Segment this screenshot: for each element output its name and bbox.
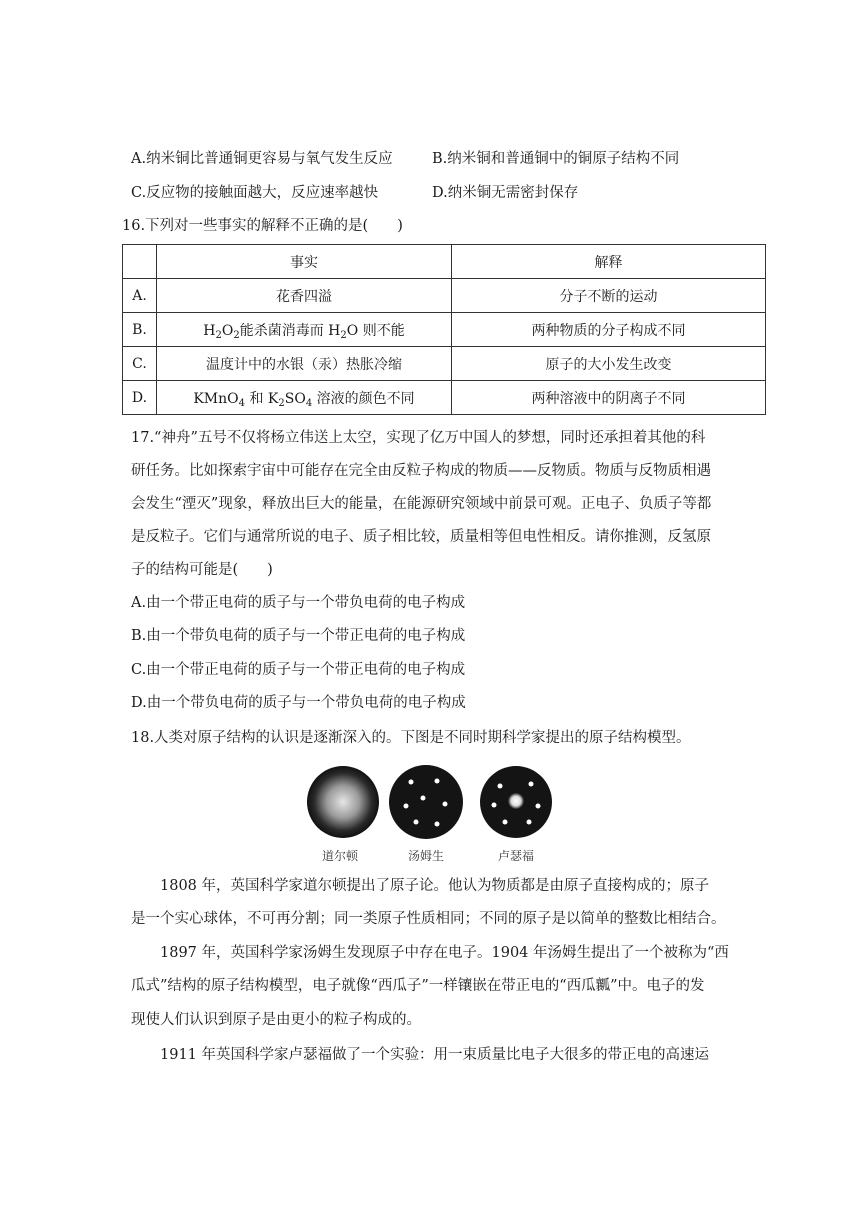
q17-option-d: D.由一个带负电荷的质子与一个带负电荷的电子构成 (131, 695, 466, 711)
row-fact: $H_2O_2$能杀菌消毒而 $H_2O$ 则不能 (157, 313, 452, 347)
q18-paragraph-line: 现使人们认识到原子是由更小的粒子构成的。 (131, 1012, 421, 1028)
row-explanation: 原子的大小发生改变 (452, 347, 766, 381)
table-row (123, 279, 766, 313)
row-fact: KMnO$_4$ 和 $K_2SO_4$ 溶液的颜色不同 (157, 381, 452, 415)
row-label: B. (123, 313, 157, 347)
q17-stem-line: 子的结构可能是( ) (131, 562, 273, 578)
row-label: D. (123, 381, 157, 415)
row-label: C. (123, 347, 157, 381)
dalton-model-icon (307, 766, 379, 838)
row-explanation: 两种物质的分子构成不同 (452, 313, 766, 347)
table-header-explanation: 解释 (452, 245, 766, 279)
q16-stem: 16.下列对一些事实的解释不正确的是( ) (122, 218, 403, 234)
table-row (123, 313, 766, 347)
rutherford-model-icon (480, 766, 552, 838)
q18-paragraph-line: 1911 年英国科学家卢瑟福做了一个实验：用一束质量比电子大很多的带正电的高速运 (131, 1047, 710, 1063)
table-row (123, 347, 766, 381)
q17-stem-line: 是反粒子。它们与通常所说的电子、质子相比较，质量相等但电性相反。请你推测，反氢原 (131, 529, 711, 545)
table-header-blank (123, 245, 157, 279)
caption-dalton: 道尔顿 (322, 849, 359, 863)
q18-paragraph-line: 1897 年，英国科学家汤姆生发现原子中存在电子。1904 年汤姆生提出了一个被称为“西 (131, 945, 729, 961)
q18-paragraph-line: 是一个实心球体，不可再分割；同一类原子性质相同；不同的原子是以简单的整数比相结合。 (131, 911, 726, 927)
facts-table (122, 244, 766, 415)
q18-paragraph-line: 1808 年，英国科学家道尔顿提出了原子论。他认为物质都是由原子直接构成的；原子 (131, 878, 710, 894)
q15-option-b: B.纳米铜和普通铜中的铜原子结构不同 (432, 151, 680, 167)
row-explanation: 两种溶液中的阴离子不同 (452, 381, 766, 415)
q15-option-d: D.纳米铜无需密封保存 (432, 185, 579, 201)
q18-stem: 18.人类对原子结构的认识是逐渐深入的。下图是不同时期科学家提出的原子结构模型。 (131, 730, 691, 746)
row-fact: 花香四溢 (157, 279, 452, 313)
q17-stem-line: 17.“神舟”五号不仅将杨立伟送上太空，实现了亿万中国人的梦想，同时还承担着其他的科 (131, 430, 706, 446)
table-row (123, 381, 766, 415)
q17-stem-line: 研任务。比如探索宇宙中可能存在完全由反粒子构成的物质——反物质。物质与反物质相遇 (131, 463, 711, 479)
q18-paragraph-line: 瓜式”结构的原子结构模型，电子就像“西瓜子”一样镶嵌在带正电的“西瓜瓤”中。电子的发 (131, 978, 705, 994)
caption-thomson: 汤姆生 (408, 849, 445, 863)
table-header-row (123, 245, 766, 279)
q17-stem-line: 会发生“湮灭”现象，释放出巨大的能量，在能源研究领域中前景可观。正电子、负质子等都 (131, 496, 712, 512)
row-fact: 温度计中的水银（汞）热胀冷缩 (157, 347, 452, 381)
table-header-fact: 事实 (157, 245, 452, 279)
q15-option-c: C.反应物的接触面越大，反应速率越快 (131, 185, 379, 201)
q15-option-a: A.纳米铜比普通铜更容易与氧气发生反应 (131, 151, 393, 167)
row-label: A. (123, 279, 157, 313)
q17-option-c: C.由一个带正电荷的质子与一个带正电荷的电子构成 (131, 662, 466, 678)
thomson-model-icon (389, 765, 463, 839)
caption-rutherford: 卢瑟福 (498, 849, 535, 863)
row-explanation: 分子不断的运动 (452, 279, 766, 313)
q17-option-a: A.由一个带正电荷的质子与一个带负电荷的电子构成 (131, 595, 466, 611)
q17-option-b: B.由一个带负电荷的质子与一个带正电荷的电子构成 (131, 628, 466, 644)
